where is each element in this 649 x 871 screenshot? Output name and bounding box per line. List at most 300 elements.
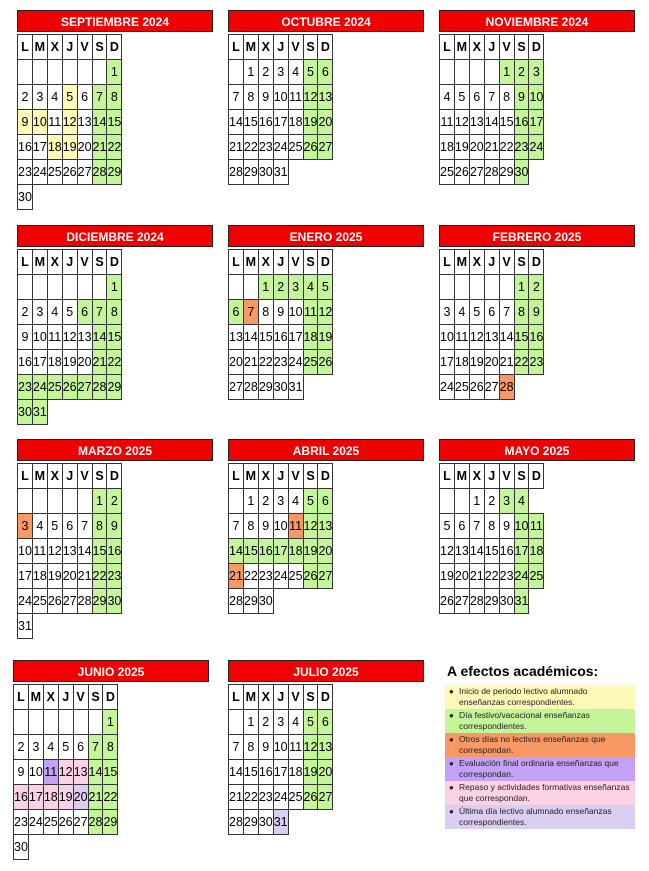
day-cell: 21: [484, 135, 499, 160]
weekday-header: M: [32, 250, 47, 275]
day-cell: 19: [47, 564, 62, 589]
empty-slot: [529, 160, 544, 185]
day-cell: 10: [32, 110, 47, 135]
day-cell: 2: [107, 489, 122, 514]
legend: [445, 663, 635, 829]
day-cell: 1: [499, 60, 514, 85]
blank-day-cell: [73, 710, 88, 735]
day-cell: 10: [273, 735, 288, 760]
empty-slot: [32, 614, 47, 639]
weekday-header: M: [32, 464, 47, 489]
day-cell: 16: [273, 325, 288, 350]
day-cell: 24: [273, 135, 288, 160]
blank-day-cell: [88, 710, 103, 735]
legend-title: A efectos académicos:: [447, 663, 599, 679]
day-cell: 9: [258, 85, 273, 110]
day-cell: 6: [62, 514, 77, 539]
day-cell: 22: [92, 564, 107, 589]
empty-slot: [288, 160, 303, 185]
empty-slot: [28, 835, 43, 860]
day-cell: 22: [258, 350, 273, 375]
weekday-header: D: [107, 464, 122, 489]
day-cell: 14: [77, 539, 92, 564]
day-cell: 3: [273, 710, 288, 735]
day-cell: 5: [454, 85, 469, 110]
weekday-header: M: [243, 35, 258, 60]
blank-day-cell: [469, 275, 484, 300]
day-cell: 8: [243, 735, 258, 760]
empty-slot: [273, 589, 288, 614]
day-cell: 7: [243, 300, 258, 325]
day-cell: 16: [18, 350, 33, 375]
day-cell: 27: [229, 375, 244, 400]
weekday-header: D: [529, 250, 544, 275]
day-cell: 8: [514, 300, 529, 325]
day-cell: 16: [499, 539, 514, 564]
day-cell: 10: [529, 85, 544, 110]
day-cell: 5: [62, 300, 77, 325]
day-cell: 5: [440, 514, 455, 539]
weekday-header: M: [243, 685, 258, 710]
day-cell: 9: [18, 110, 33, 135]
day-cell: 24: [28, 810, 43, 835]
day-cell: 18: [47, 135, 62, 160]
day-cell: 20: [77, 350, 92, 375]
day-cell: 20: [454, 564, 469, 589]
day-cell: 18: [47, 350, 62, 375]
blank-day-cell: [229, 489, 244, 514]
weekday-header: V: [77, 464, 92, 489]
day-cell: 24: [273, 785, 288, 810]
day-cell: 1: [107, 60, 122, 85]
day-cell: 6: [318, 60, 333, 85]
day-cell: 23: [14, 810, 29, 835]
day-cell: 15: [92, 539, 107, 564]
day-cell: 12: [58, 760, 73, 785]
day-cell: 10: [28, 760, 43, 785]
day-cell: 30: [18, 400, 33, 425]
day-cell: 8: [92, 514, 107, 539]
weekday-header: V: [288, 464, 303, 489]
day-cell: 4: [288, 710, 303, 735]
day-cell: 6: [77, 85, 92, 110]
blank-day-cell: [229, 275, 244, 300]
empty-slot: [92, 400, 107, 425]
blank-day-cell: [32, 275, 47, 300]
weekday-header: L: [229, 35, 244, 60]
day-cell: 24: [32, 375, 47, 400]
day-cell: 8: [243, 514, 258, 539]
day-cell: 19: [62, 350, 77, 375]
weekday-header: S: [303, 250, 318, 275]
day-cell: 5: [303, 710, 318, 735]
legend-item-festivo: [445, 709, 635, 733]
month-title: JUNIO 2025: [13, 660, 209, 682]
day-cell: 3: [273, 489, 288, 514]
legend-item-eval: [445, 757, 635, 781]
month-table: [13, 684, 118, 860]
weekday-header: D: [318, 35, 333, 60]
day-cell: 29: [107, 375, 122, 400]
day-cell: 18: [303, 325, 318, 350]
empty-slot: [88, 835, 103, 860]
weekday-header: J: [62, 464, 77, 489]
weekday-header: V: [73, 685, 88, 710]
day-cell: 26: [47, 589, 62, 614]
empty-slot: [107, 614, 122, 639]
day-cell: 18: [440, 135, 455, 160]
day-cell: 23: [258, 564, 273, 589]
day-cell: 16: [258, 110, 273, 135]
day-cell: 11: [288, 85, 303, 110]
day-cell: 3: [440, 300, 455, 325]
weekday-header: L: [18, 464, 33, 489]
day-cell: 29: [484, 589, 499, 614]
weekday-header: L: [440, 250, 455, 275]
day-cell: 22: [243, 564, 258, 589]
legend-item-text: Última día lectivo alumnado enseñanzas correspondientes.: [459, 806, 612, 827]
day-cell: 18: [288, 760, 303, 785]
bullet-icon: ●: [449, 807, 454, 816]
day-cell: 29: [243, 589, 258, 614]
empty-slot: [107, 400, 122, 425]
day-cell: 11: [303, 300, 318, 325]
empty-slot: [58, 835, 73, 860]
day-cell: 19: [58, 785, 73, 810]
day-cell: 18: [32, 564, 47, 589]
weekday-header: D: [318, 250, 333, 275]
day-cell: 5: [318, 275, 333, 300]
month-title: MAYO 2025: [439, 439, 635, 461]
day-cell: 7: [229, 735, 244, 760]
day-cell: 5: [47, 514, 62, 539]
day-cell: 14: [92, 110, 107, 135]
weekday-header: L: [229, 250, 244, 275]
day-cell: 13: [229, 325, 244, 350]
month-table: [17, 463, 122, 639]
day-cell: 11: [440, 110, 455, 135]
day-cell: 19: [62, 135, 77, 160]
day-cell: 9: [529, 300, 544, 325]
month-title: ENERO 2025: [228, 225, 424, 247]
day-cell: 20: [484, 350, 499, 375]
blank-day-cell: [92, 60, 107, 85]
day-cell: 4: [47, 300, 62, 325]
day-cell: 21: [229, 135, 244, 160]
day-cell: 26: [58, 810, 73, 835]
weekday-header: S: [92, 35, 107, 60]
weekday-header: M: [454, 464, 469, 489]
day-cell: 13: [318, 85, 333, 110]
day-cell: 17: [440, 350, 455, 375]
empty-slot: [32, 185, 47, 210]
weekday-header: J: [273, 250, 288, 275]
day-cell: 19: [303, 110, 318, 135]
weekday-header: V: [288, 250, 303, 275]
blank-day-cell: [47, 489, 62, 514]
day-cell: 5: [303, 489, 318, 514]
day-cell: 4: [514, 489, 529, 514]
day-cell: 29: [243, 810, 258, 835]
day-cell: 27: [318, 564, 333, 589]
empty-slot: [77, 185, 92, 210]
blank-day-cell: [440, 60, 455, 85]
day-cell: 3: [499, 489, 514, 514]
day-cell: 27: [318, 135, 333, 160]
day-cell: 19: [303, 539, 318, 564]
empty-slot: [73, 835, 88, 860]
month-table: [228, 463, 333, 614]
legend-item-text: Otros días no lectivos enseñanzas que correspondan.: [459, 734, 606, 755]
weekday-header: V: [77, 35, 92, 60]
day-cell: 21: [92, 350, 107, 375]
day-cell: 9: [258, 514, 273, 539]
day-cell: 28: [77, 589, 92, 614]
month-title: NOVIEMBRE 2024: [439, 10, 635, 32]
bullet-icon: ●: [449, 759, 454, 768]
weekday-header: V: [288, 35, 303, 60]
legend-item-text: Repaso y actividades formativas enseñanzas que correspondan.: [459, 782, 630, 803]
weekday-header: S: [514, 250, 529, 275]
day-cell: 29: [92, 589, 107, 614]
blank-day-cell: [14, 710, 29, 735]
day-cell: 31: [273, 810, 288, 835]
day-cell: 21: [92, 135, 107, 160]
bullet-icon: ●: [449, 711, 454, 720]
day-cell: 26: [318, 350, 333, 375]
day-cell: 26: [62, 375, 77, 400]
day-cell: 26: [303, 135, 318, 160]
day-cell: 10: [273, 85, 288, 110]
day-cell: 15: [107, 110, 122, 135]
day-cell: 3: [529, 60, 544, 85]
day-cell: 12: [469, 325, 484, 350]
day-cell: 20: [62, 564, 77, 589]
day-cell: 21: [77, 564, 92, 589]
day-cell: 12: [62, 110, 77, 135]
day-cell: 2: [18, 300, 33, 325]
weekday-header: X: [258, 464, 273, 489]
day-cell: 4: [43, 735, 58, 760]
day-cell: 7: [92, 85, 107, 110]
day-cell: 10: [273, 514, 288, 539]
day-cell: 1: [92, 489, 107, 514]
day-cell: 24: [273, 564, 288, 589]
weekday-header: D: [103, 685, 118, 710]
day-cell: 1: [514, 275, 529, 300]
day-cell: 22: [103, 785, 118, 810]
day-cell: 3: [32, 85, 47, 110]
day-cell: 24: [32, 160, 47, 185]
empty-slot: [529, 589, 544, 614]
day-cell: 28: [92, 375, 107, 400]
blank-day-cell: [229, 60, 244, 85]
month-table: [228, 249, 333, 400]
day-cell: 1: [243, 710, 258, 735]
blank-day-cell: [454, 489, 469, 514]
day-cell: 21: [88, 785, 103, 810]
weekday-header: D: [107, 35, 122, 60]
day-cell: 14: [92, 325, 107, 350]
weekday-header: L: [18, 250, 33, 275]
empty-slot: [288, 589, 303, 614]
legend-item-otros: [445, 733, 635, 757]
day-cell: 20: [318, 760, 333, 785]
bullet-icon: ●: [449, 783, 454, 792]
day-cell: 23: [529, 350, 544, 375]
empty-slot: [318, 810, 333, 835]
day-cell: 28: [499, 375, 514, 400]
day-cell: 8: [107, 300, 122, 325]
empty-slot: [77, 614, 92, 639]
empty-slot: [529, 489, 544, 514]
day-cell: 6: [229, 300, 244, 325]
weekday-header: D: [529, 464, 544, 489]
day-cell: 25: [529, 564, 544, 589]
legend-item-inicio: [445, 685, 635, 709]
month-table: [439, 463, 544, 614]
day-cell: 9: [107, 514, 122, 539]
day-cell: 20: [318, 539, 333, 564]
day-cell: 21: [243, 350, 258, 375]
day-cell: 27: [77, 160, 92, 185]
day-cell: 23: [273, 350, 288, 375]
weekday-header: S: [88, 685, 103, 710]
day-cell: 3: [288, 275, 303, 300]
day-cell: 14: [229, 760, 244, 785]
blank-day-cell: [454, 60, 469, 85]
day-cell: 20: [229, 350, 244, 375]
day-cell: 13: [73, 760, 88, 785]
weekday-header: S: [303, 464, 318, 489]
weekday-header: J: [58, 685, 73, 710]
empty-slot: [92, 614, 107, 639]
day-cell: 20: [318, 110, 333, 135]
day-cell: 30: [273, 375, 288, 400]
day-cell: 14: [499, 325, 514, 350]
blank-day-cell: [469, 60, 484, 85]
day-cell: 1: [469, 489, 484, 514]
day-cell: 12: [303, 735, 318, 760]
day-cell: 9: [273, 300, 288, 325]
day-cell: 11: [47, 110, 62, 135]
day-cell: 31: [273, 160, 288, 185]
day-cell: 15: [243, 760, 258, 785]
legend-item-ultimo: [445, 805, 635, 829]
day-cell: 12: [440, 539, 455, 564]
day-cell: 16: [18, 135, 33, 160]
weekday-header: X: [43, 685, 58, 710]
blank-day-cell: [32, 60, 47, 85]
weekday-header: V: [499, 464, 514, 489]
day-cell: 15: [499, 110, 514, 135]
weekday-header: S: [92, 464, 107, 489]
day-cell: 10: [514, 514, 529, 539]
day-cell: 25: [43, 810, 58, 835]
day-cell: 25: [47, 160, 62, 185]
month-table: [228, 34, 333, 185]
blank-day-cell: [77, 489, 92, 514]
day-cell: 6: [454, 514, 469, 539]
day-cell: 7: [469, 514, 484, 539]
empty-slot: [62, 400, 77, 425]
day-cell: 11: [288, 735, 303, 760]
day-cell: 11: [47, 325, 62, 350]
day-cell: 14: [484, 110, 499, 135]
day-cell: 7: [229, 514, 244, 539]
weekday-header: X: [47, 35, 62, 60]
weekday-header: X: [47, 464, 62, 489]
day-cell: 21: [499, 350, 514, 375]
weekday-header: L: [18, 35, 33, 60]
day-cell: 15: [243, 539, 258, 564]
day-cell: 8: [243, 85, 258, 110]
day-cell: 29: [107, 160, 122, 185]
day-cell: 17: [273, 110, 288, 135]
month-table: [17, 34, 122, 210]
day-cell: 27: [469, 160, 484, 185]
day-cell: 16: [258, 760, 273, 785]
day-cell: 25: [288, 785, 303, 810]
weekday-header: L: [229, 685, 244, 710]
blank-day-cell: [77, 60, 92, 85]
day-cell: 25: [32, 589, 47, 614]
weekday-header: S: [303, 35, 318, 60]
weekday-header: D: [318, 685, 333, 710]
day-cell: 11: [529, 514, 544, 539]
weekday-header: X: [258, 685, 273, 710]
weekday-header: X: [469, 250, 484, 275]
day-cell: 9: [14, 760, 29, 785]
day-cell: 14: [229, 539, 244, 564]
day-cell: 27: [77, 375, 92, 400]
blank-day-cell: [77, 275, 92, 300]
weekday-header: S: [514, 464, 529, 489]
day-cell: 15: [103, 760, 118, 785]
day-cell: 6: [77, 300, 92, 325]
blank-day-cell: [243, 275, 258, 300]
day-cell: 24: [529, 135, 544, 160]
day-cell: 31: [32, 400, 47, 425]
day-cell: 5: [469, 300, 484, 325]
day-cell: 22: [243, 785, 258, 810]
day-cell: 26: [62, 160, 77, 185]
blank-day-cell: [18, 489, 33, 514]
day-cell: 22: [243, 135, 258, 160]
day-cell: 28: [469, 589, 484, 614]
day-cell: 11: [43, 760, 58, 785]
month-title: SEPTIEMBRE 2024: [17, 10, 213, 32]
day-cell: 23: [514, 135, 529, 160]
day-cell: 2: [18, 85, 33, 110]
day-cell: 7: [92, 300, 107, 325]
day-cell: 7: [229, 85, 244, 110]
day-cell: 8: [258, 300, 273, 325]
blank-day-cell: [32, 489, 47, 514]
weekday-header: D: [107, 250, 122, 275]
empty-slot: [318, 375, 333, 400]
day-cell: 17: [273, 539, 288, 564]
legend-item-text: Inicio de periodo lectivo alumnado enseñanzas correspondientes.: [459, 686, 588, 707]
blank-day-cell: [484, 60, 499, 85]
weekday-header: S: [92, 250, 107, 275]
empty-slot: [43, 835, 58, 860]
day-cell: 3: [28, 735, 43, 760]
day-cell: 4: [454, 300, 469, 325]
day-cell: 13: [484, 325, 499, 350]
day-cell: 16: [14, 785, 29, 810]
day-cell: 19: [469, 350, 484, 375]
